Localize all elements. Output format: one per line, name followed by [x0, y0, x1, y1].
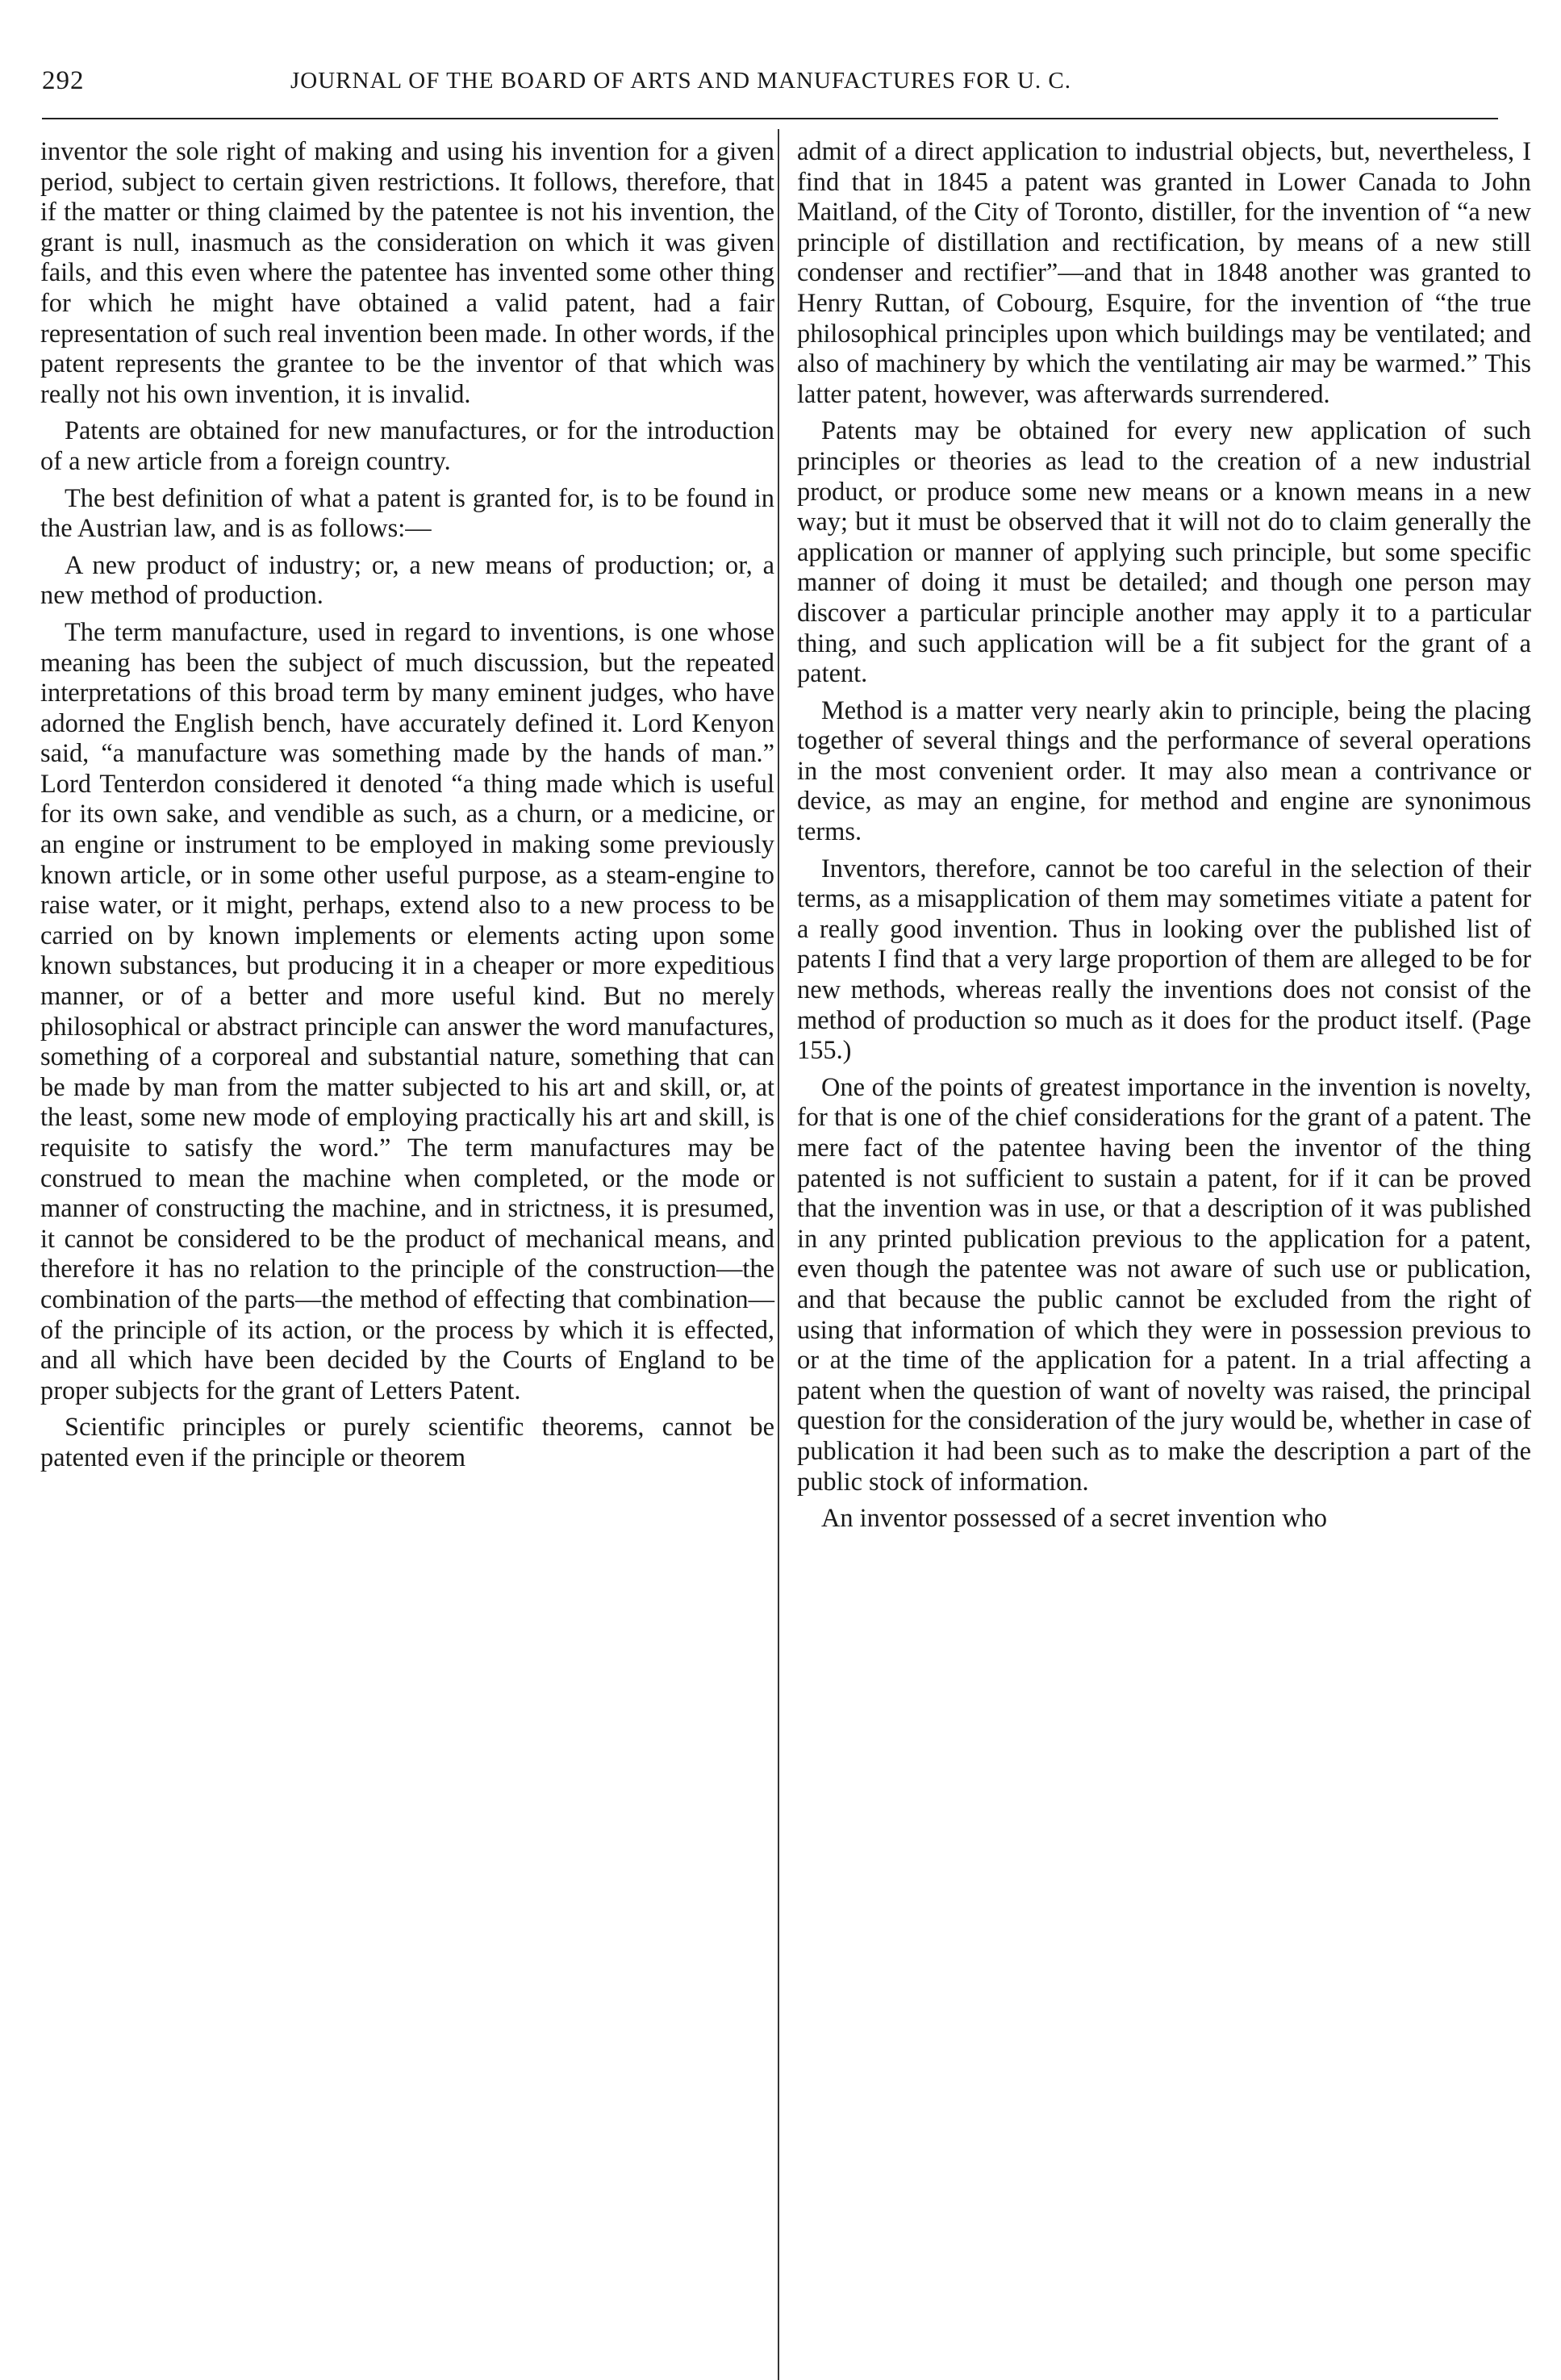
paragraph: Inventors, therefore, cannot be too careful in the selection of their terms, as a misapplication of them may sometimes vitiate a patent for a really good invention. Thus in looking over the published list of patents I find that a very large proportion of them are alleged to be for new methods, whereas really the inventions does not consist of the method of production so much as it does for the product itself. (Page 155.): [797, 854, 1531, 1066]
paragraph: admit of a direct application to industrial objects, but, nevertheless, I find that in 1845 a patent was granted in Lower Canada to John Maitland, of the City of Toronto, distiller, for the invention of “a new principle of distillation and rectification, by means of a new still condenser and rectifier”—and that in 1848 another was granted to Henry Ruttan, of Cobourg, Esquire, for the invention of “the true philosophical principles upon which buildings may be ventilated; and also of machinery by which the ventilating air may be warmed.” This latter patent, however, was afterwards surrendered.: [797, 137, 1531, 409]
paragraph: Patents are obtained for new manufactures, or for the introduction of a new article from a foreign country.: [40, 416, 774, 476]
paragraph: Patents may be obtained for every new application of such principles or theories as lead to the creation of a new industrial product, or produce some new means or a known means in a new way; but it must be observed that it will not do to claim generally the application or manner of applying such principle, but some specific manner of doing it must be detailed; and though one person may discover a particular principle another may apply it to a particular thing, and such application will be a fit subject for the grant of a patent.: [797, 416, 1531, 689]
left-column: [40, 137, 774, 1480]
page-number: 292: [42, 66, 85, 95]
paragraph: The term manufacture, used in regard to inventions, is one whose meaning has been the subject of much discussion, but the repeated interpretations of this broad term by many eminent judges, who have adorned the English bench, have accurately defined it. Lord Kenyon said, “a manufacture was something made by the hands of man.” Lord Tenterdon considered it denoted “a thing made which is useful for its own sake, and vendible as such, as a churn, or a medicine, or an engine or instrument to be employed in making some previously known article, or in some other useful purpose, as a steam-engine to raise water, or it might, perhaps, extend also to a new process to be carried on by known implements or elements acting upon some known substances, but producing it in a cheaper or more expeditious manner, or of a better and more useful kind. But no merely philosophical or abstract principle can answer the word manufactures, something of a corporeal and substantial nature, something that can be made by man from the matter subjected to his art and skill, or, at the least, some new mode of employing practically his art and skill, is requisite to satisfy the word.” The term manufactures may be construed to mean the machine when completed, or the mode or manner of constructing the machine, and in strictness, it is presumed, it cannot be considered to be the product of mechanical means, and therefore it has no relation to the principle of the construction—the combination of the parts—the method of effecting that combination—of the principle of its action, or the process by which it is effected, and all which have been decided by the Courts of England to be proper subjects for the grant of Letters Patent.: [40, 617, 774, 1405]
column-divider: [778, 129, 779, 2380]
paragraph: An inventor possessed of a secret invention who: [821, 1504, 1327, 1534]
paragraph: inventor the sole right of making and using his invention for a given period, subject to certain given restrictions. It follows, therefore, that if the matter or thing claimed by the patentee is not his invention, the grant is null, inasmuch as the consideration on which it was given fails, and this even where the patentee has invented some other thing for which he might have obtained a valid patent, had a fair representation of such real invention been made. In other words, if the patent represents the grantee to be the inventor of that which was really not his own invention, it is invalid.: [40, 137, 774, 409]
header-rule: [42, 118, 1498, 119]
paragraph: Method is a matter very nearly akin to principle, being the placing together of several things and the performance of several operations in the most convenient order. It may also mean a contrivance or device, as may an engine, for method and engine are synonimous terms.: [797, 695, 1531, 847]
paragraph: Scientific principles or purely scientific theorems, cannot be patented even if the principle or theorem: [40, 1413, 774, 1472]
running-head: JOURNAL OF THE BOARD OF ARTS AND MANUFACTURES FOR U. C.: [290, 68, 1071, 94]
paragraph: One of the points of greatest importance in the invention is novelty, for that is one of the chief considerations for the grant of a patent. The mere fact of the patentee having been the inventor of the thing patented is not sufficient to sustain a patent, for if it can be proved that the invention was in use, or that a description of it was published in any printed publication previous to the application for a patent, even though the patentee was not aware of such use or publication, and that because the public cannot be excluded from the right of using that information of which they were in possession previous to or at the time of the application for a patent. In a trial affecting a patent when the question of want of novelty was raised, the principal question for the consideration of the jury would be, whether in case of publication it had been such as to make the description a part of the public stock of information.: [797, 1072, 1531, 1497]
page-header: [42, 60, 1518, 108]
right-column: [797, 137, 1531, 1541]
paragraph: The best definition of what a patent is granted for, is to be found in the Austrian law, and is as follows:—: [40, 483, 774, 544]
paragraph: A new product of industry; or, a new means of production; or, a new method of production.: [40, 550, 774, 611]
